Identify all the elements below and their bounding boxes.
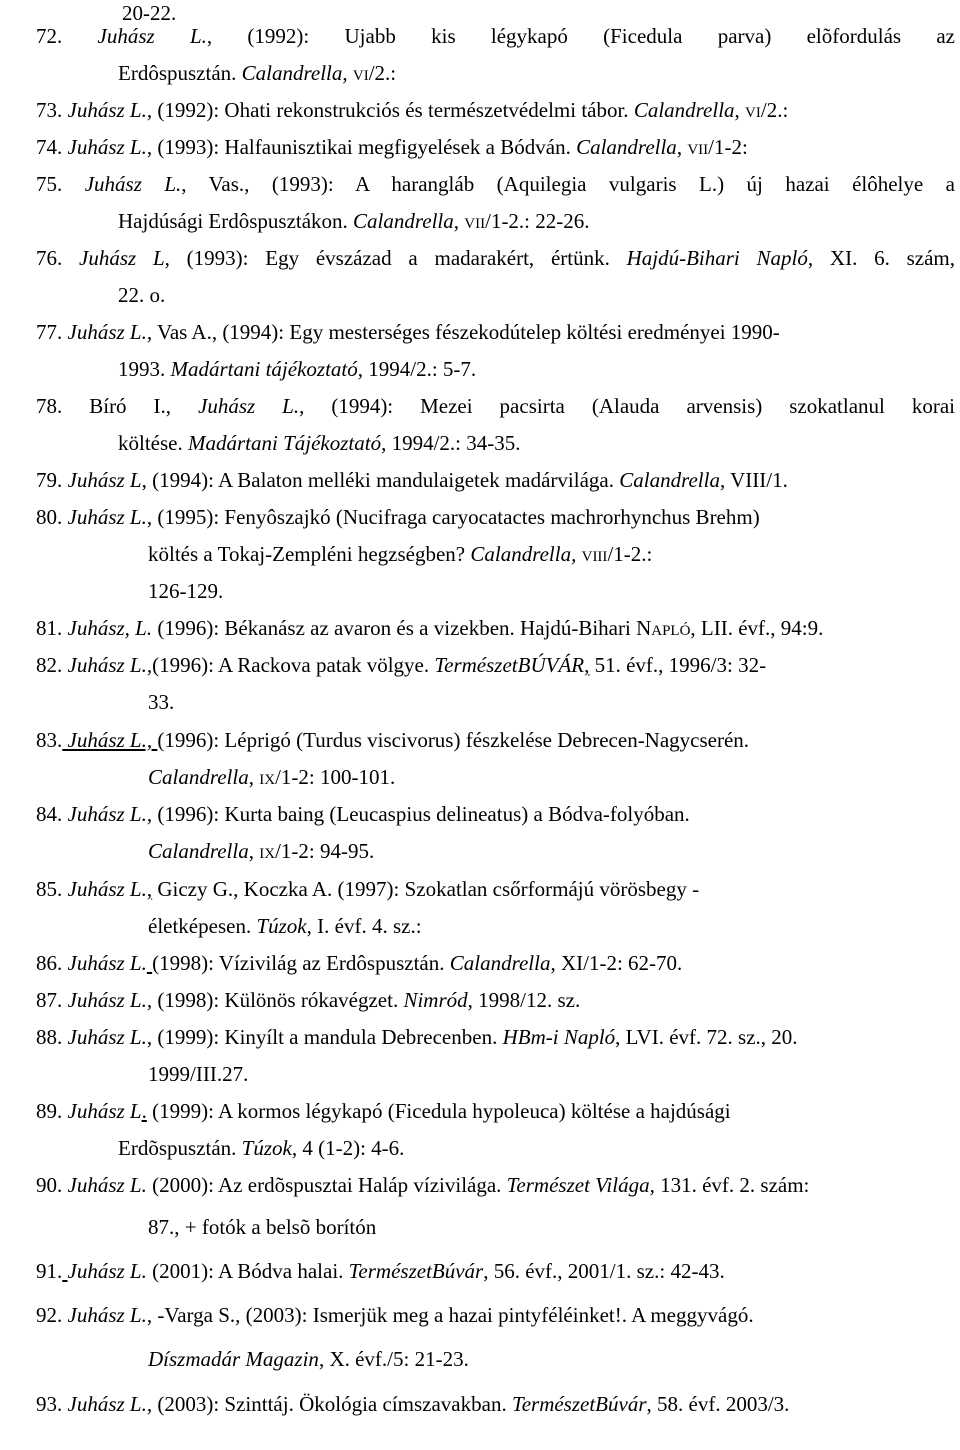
reference-italic-text: Calandrella, <box>470 542 577 566</box>
reference-text: , (1994): Mezei pacsirta (Alauda arvensis) szokatlanul korai <box>299 394 955 418</box>
reference-line <box>36 23 955 49</box>
reference-line <box>148 689 174 715</box>
reference-text: (1996): Léprigó (Turdus viscivorus) fészkelése Debrecen-Nagycserén. <box>157 728 750 752</box>
reference-italic-text: Juhász L. <box>67 1025 147 1049</box>
reference-text: , 56. évf., 2001/1. sz.: 42-43. <box>483 1259 725 1283</box>
reference-text: 20-22. <box>122 1 177 25</box>
reference-text: , <box>342 61 353 85</box>
reference-line <box>36 1098 731 1124</box>
reference-line <box>36 950 682 976</box>
reference-text: , (1998): Különös rókavégzet. <box>146 988 404 1012</box>
reference-text: , XI/1-2: 62-70. <box>550 951 683 975</box>
reference-text: , <box>146 877 153 901</box>
reference-text: , (1993): Egy évszázad a madarakért, értünk. <box>164 246 627 270</box>
reference-italic-text: TermészetBÚVÁR <box>434 653 585 677</box>
reference-text: , LVI. évf. 72. sz., 20. <box>615 1025 798 1049</box>
reference-text: 33. <box>148 690 175 714</box>
reference-text: (1998): Vízivilág az Erdôspusztán. <box>152 951 450 975</box>
reference-text: 80. <box>36 505 68 529</box>
reference-text: költés a Tokaj-Zempléni hegzségben? <box>148 542 471 566</box>
reference-text: 85. <box>36 877 68 901</box>
reference-text: 87. <box>36 988 68 1012</box>
reference-line <box>148 913 422 939</box>
reference-text: 90. <box>36 1173 68 1197</box>
reference-line <box>36 467 788 493</box>
reference-italic-text: Juhász L <box>79 246 165 270</box>
reference-italic-text: Túzok <box>256 914 307 938</box>
reference-line <box>36 615 823 644</box>
reference-italic-text: Juhász L <box>67 468 142 492</box>
reference-text: , 1994/2.: 34-35. <box>381 431 521 455</box>
reference-italic-text: Juhász L. <box>67 1303 147 1327</box>
reference-text: (1999): A kormos légykapó (Ficedula hypoleuca) költése a hajdúsági <box>146 1099 731 1123</box>
reference-italic-text: Juhász L. <box>67 320 147 344</box>
reference-line <box>148 1214 376 1240</box>
reference-italic-text: Calandrella <box>576 135 677 159</box>
reference-italic-text: Juhász L. <box>84 172 182 196</box>
reference-line <box>148 578 223 604</box>
reference-italic-text: HBm-i Napló <box>502 1025 616 1049</box>
reference-text: (1996): A Rackova patak völgye. <box>152 653 435 677</box>
reference-text: /1-2.: 22-26. <box>485 209 590 233</box>
reference-line <box>148 838 374 867</box>
reference-italic-text: Juhász, L. <box>67 616 153 640</box>
reference-line <box>36 1172 809 1198</box>
reference-line <box>36 1258 725 1284</box>
reference-text: , I. évf. 4. sz.: <box>306 914 422 938</box>
reference-italic-text: Juhász L. <box>67 1392 147 1416</box>
reference-text: , <box>453 209 465 233</box>
reference-text: 126-129. <box>148 579 224 603</box>
reference-text: , (1993): Halfaunisztikai megfigyelések a Bódván. <box>146 135 577 159</box>
reference-text: Hajdúsági Erdôspusztákon. <box>118 209 354 233</box>
reference-text: VI <box>352 68 369 84</box>
reference-line <box>36 1302 754 1328</box>
reference-italic-text: Juhász L. <box>67 1259 147 1283</box>
reference-text: (1996): Békanász az avaron és a vizekben. Hajdú-Bihari N <box>152 616 652 640</box>
reference-text: , Vas A., (1994): Egy mesterséges fészekodútelep költési eredményei 1990- <box>146 320 780 344</box>
reference-italic-text: Calandrella <box>241 61 343 85</box>
reference-text: , (2003): Szinttáj. Ökológia címszavakban. <box>146 1392 512 1416</box>
reference-text: /2.: <box>760 98 789 122</box>
reference-text: . <box>141 1099 147 1123</box>
reference-text: IX <box>259 772 276 788</box>
reference-line <box>118 430 521 456</box>
reference-text: , 1998/12. sz. <box>467 988 581 1012</box>
reference-italic-text: Hajdú-Bihari Napló <box>626 246 808 270</box>
reference-italic-text: Juhász L., <box>62 728 158 752</box>
reference-text: , <box>248 765 260 789</box>
reference-text: , X. évf./5: 21-23. <box>318 1347 469 1371</box>
reference-line <box>148 764 395 793</box>
reference-italic-text: Calandrella <box>449 951 551 975</box>
reference-text: , (1992): Ujabb kis légykapó (Ficedula parva) elõfordulás az <box>206 24 955 48</box>
reference-text: , (1996): Kurta baing (Leucaspius delineatus) a Bódva-folyóban. <box>146 802 690 826</box>
reference-text: , <box>676 135 688 159</box>
reference-italic-text: Madártani Tájékoztató <box>187 431 382 455</box>
reference-text: , (1994): A Balaton melléki mandulaigetek madárvilága. <box>141 468 620 492</box>
reference-line <box>36 245 955 271</box>
reference-line <box>118 208 590 237</box>
reference-text: , 58. évf. 2003/3. <box>646 1392 790 1416</box>
reference-text: 74. <box>36 135 68 159</box>
reference-italic-text: Juhász L. <box>67 505 147 529</box>
reference-text: , <box>248 839 260 863</box>
reference-text: 79. <box>36 468 68 492</box>
reference-line <box>36 987 580 1013</box>
reference-text: /1-2: 100-101. <box>275 765 396 789</box>
reference-line <box>148 541 652 570</box>
reference-line <box>36 1024 798 1050</box>
reference-italic-text: Calandrella <box>633 98 735 122</box>
reference-italic-text: Calandrella <box>353 209 454 233</box>
reference-line <box>118 282 165 308</box>
reference-text: , 1994/2.: 5-7. <box>357 357 477 381</box>
reference-text: 76. <box>36 246 80 270</box>
reference-italic-text: Juhász L. <box>67 802 147 826</box>
reference-italic-text: Juhász L. <box>67 877 147 901</box>
reference-text: 75. <box>36 172 85 196</box>
reference-line <box>36 876 699 902</box>
reference-italic-text: Juhász L. <box>67 988 147 1012</box>
reference-line <box>118 356 476 382</box>
reference-text: 82. <box>36 653 68 677</box>
reference-text: Erdôspusztán. <box>118 61 242 85</box>
reference-text: /1-2: <box>708 135 748 159</box>
reference-italic-text: Nimród <box>403 988 468 1012</box>
reference-text: , <box>734 98 746 122</box>
reference-text: 84. <box>36 802 68 826</box>
reference-text: , LII. évf., 94:9. <box>690 616 824 640</box>
reference-italic-text: Calandrella <box>619 468 720 492</box>
reference-line <box>118 1135 404 1161</box>
reference-text: VIII <box>581 549 608 565</box>
reference-italic-text: Juhász L. <box>97 24 207 48</box>
reference-line <box>36 504 760 530</box>
reference-text: , (1992): Ohati rekonstrukciós és természetvédelmi tábor. <box>146 98 634 122</box>
reference-text: VII <box>687 142 709 158</box>
reference-text: , -Varga S., (2003): Ismerjük meg a hazai pintyféléinket!. A meggyvágó. <box>146 1303 754 1327</box>
reference-text: , (1999): Kinyílt a mandula Debrecenben. <box>146 1025 503 1049</box>
reference-text: , 131. évf. 2. szám: <box>649 1173 810 1197</box>
reference-text: (2000): Az erdõspusztai Haláp vízivilága. <box>146 1173 507 1197</box>
reference-italic-text: Juhász L. <box>67 98 147 122</box>
reference-text: /1-2: 94-95. <box>275 839 375 863</box>
reference-text: költése. <box>118 431 188 455</box>
reference-text: , 4 (1-2): 4-6. <box>291 1136 405 1160</box>
reference-text: 78. Bíró I., <box>36 394 199 418</box>
reference-text: 91. <box>36 1259 63 1283</box>
reference-text: Erdõspusztán. <box>118 1136 242 1160</box>
reference-italic-text: Természet Világa <box>506 1173 650 1197</box>
reference-italic-text: TermészetBúvár <box>348 1259 484 1283</box>
reference-text: 77. <box>36 320 68 344</box>
reference-text: 87., + fotók a belsõ borítón <box>148 1215 377 1239</box>
reference-text: VII <box>464 216 486 232</box>
reference-italic-text: TermészetBúvár <box>511 1392 647 1416</box>
reference-text: (2001): A Bódva halai. <box>146 1259 349 1283</box>
reference-italic-text: Juhász L. <box>67 1173 147 1197</box>
reference-italic-text: Juhász L. <box>198 394 300 418</box>
reference-italic-text: Juhász L., <box>67 653 153 677</box>
reference-line <box>36 134 748 163</box>
reference-italic-text: Juhász L <box>67 1099 142 1123</box>
reference-text: VI <box>745 105 761 121</box>
reference-text: 1999/III.27. <box>148 1062 249 1086</box>
reference-text: /1-2.: <box>607 542 653 566</box>
reference-text: , Vas., (1993): A harangláb (Aquilegia vulgaris L.) új hazai élôhelye a <box>181 172 955 196</box>
reference-text: 93. <box>36 1392 68 1416</box>
reference-text: 51. évf., 1996/3: 32- <box>589 653 767 677</box>
reference-text: életképesen. <box>148 914 257 938</box>
reference-line <box>148 1061 248 1087</box>
reference-text: 72. <box>36 24 98 48</box>
reference-text: 92. <box>36 1303 68 1327</box>
reference-text: 81. <box>36 616 68 640</box>
reference-italic-text: Díszmadár Magazin <box>148 1347 319 1371</box>
reference-line <box>148 1346 469 1372</box>
reference-text: /2.: <box>368 61 397 85</box>
reference-text: Giczy G., Koczka A. (1997): Szokatlan csőrformájú vörösbegy - <box>152 877 700 901</box>
reference-line <box>118 60 396 89</box>
reference-line <box>36 801 690 827</box>
reference-text: 89. <box>36 1099 68 1123</box>
reference-italic-text: Juhász L. <box>67 951 147 975</box>
reference-italic-text: Calandrella <box>148 839 249 863</box>
reference-text: 22. o. <box>118 283 166 307</box>
reference-text: , (1995): Fenyôszajkó (Nucifraga caryocatactes machrorhynchus Brehm) <box>146 505 760 529</box>
reference-text: 83. <box>36 728 63 752</box>
reference-line <box>36 171 955 197</box>
reference-text: 73. <box>36 98 68 122</box>
reference-text: APLÓ <box>651 623 691 639</box>
reference-italic-text: Túzok <box>241 1136 292 1160</box>
reference-text: , XI. 6. szám, <box>807 246 955 270</box>
reference-text: IX <box>259 846 276 862</box>
reference-text: , <box>584 653 590 677</box>
reference-line <box>36 1391 789 1417</box>
reference-text: 86. <box>36 951 68 975</box>
reference-text: , VIII/1. <box>719 468 788 492</box>
reference-line <box>36 319 780 345</box>
reference-text: 88. <box>36 1025 68 1049</box>
reference-text: 1993. <box>118 357 171 381</box>
reference-line <box>36 727 749 753</box>
reference-line <box>36 393 955 419</box>
reference-italic-text: Juhász L. <box>67 135 147 159</box>
reference-italic-text: Madártani tájékoztató <box>170 357 358 381</box>
reference-line <box>36 97 788 126</box>
reference-italic-text: Calandrella <box>148 765 249 789</box>
reference-line <box>36 652 766 678</box>
